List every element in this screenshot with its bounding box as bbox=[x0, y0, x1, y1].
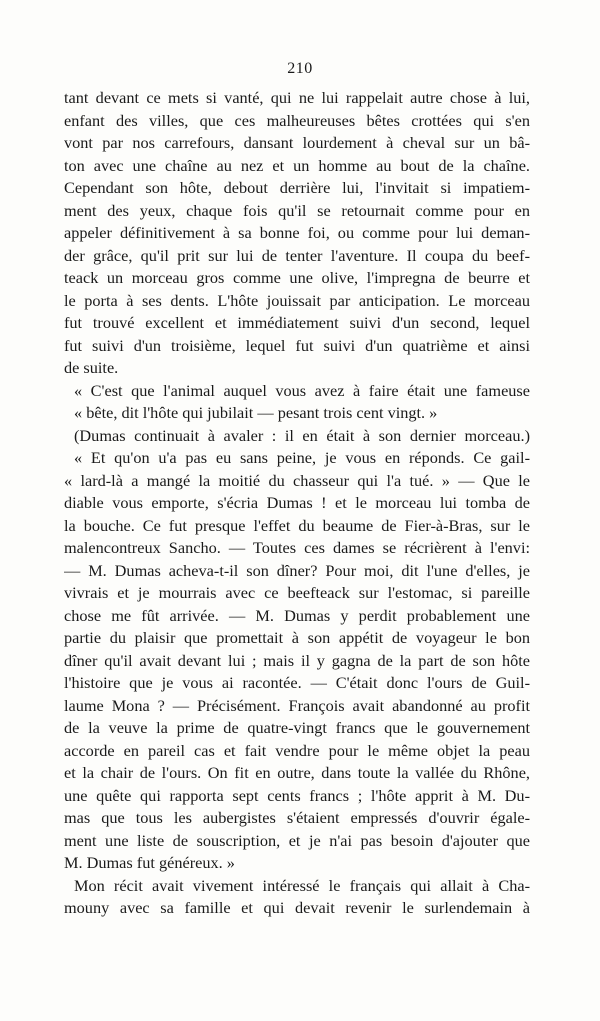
text-line: de la veuve la prime de quatre-vingt francs que le gouvernement bbox=[64, 718, 530, 737]
text-line: appeler définitivement à sa bonne foi, ou comme pour lui deman- bbox=[64, 223, 530, 242]
text-line: diable vous emporte, s'écria Dumas ! et le morceau lui tomba de bbox=[64, 493, 530, 512]
text-line: Mon récit avait vivement intéressé le français qui allait à Cha- bbox=[74, 875, 530, 895]
text-line: vivrais et je mourrais avec ce beefteack sur l'estomac, si pareille bbox=[64, 583, 530, 602]
text-line: fut suivi d'un troisième, lequel fut suivi d'un quatrième et ainsi bbox=[64, 335, 530, 355]
text-line: l'histoire que je vous ai racontée. — C'était donc l'ours de Guil- bbox=[64, 673, 530, 692]
text-line: le porta à ses dents. L'hôte jouissait par anticipation. Le morceau bbox=[64, 290, 530, 310]
page-number: 210 bbox=[287, 60, 313, 77]
text-line: et la chair de l'ours. On fit en outre, dans toute la vallée du Rhône, bbox=[64, 763, 530, 782]
text-line: « C'est que l'animal auquel vous avez à faire était une fameuse bbox=[74, 380, 530, 400]
text-line: de suite. bbox=[64, 358, 119, 377]
text-line: « Et qu'on u'a pas eu sans peine, je vous en réponds. Ce gail- bbox=[74, 448, 530, 467]
text-line: laume Mona ? — Précisément. François avait abandonné au profit bbox=[64, 695, 530, 715]
text-line: vont par nos carrefours, dansant lourdement à cheval sur un bâ- bbox=[64, 133, 530, 152]
text-line: enfant des villes, que ces malheureuses bêtes crottées qui s'en bbox=[64, 110, 530, 130]
text-line: der grâce, qu'il prit sur lui de tenter l'aventure. Il coupa du beef- bbox=[64, 245, 530, 265]
text-line: ment des yeux, chaque fois qu'il se retournait comme pour en bbox=[64, 200, 530, 220]
text-line: mouny avec sa famille et qui devait revenir le surlendemain à bbox=[64, 898, 530, 917]
text-line: accorde en pareil cas et fait vendre pour le même objet la peau bbox=[64, 740, 530, 760]
text-line: la bouche. Ce fut presque l'effet du beaume de Fier-à-Bras, sur le bbox=[64, 515, 530, 535]
body-text bbox=[64, 87, 530, 920]
text-line: — M. Dumas acheva-t-il son dîner? Pour moi, dit l'une d'elles, je bbox=[64, 560, 530, 580]
text-line: chose me fût arrivée. — M. Dumas y perdit probablement une bbox=[64, 605, 530, 625]
text-line: ton avec une chaîne au nez et un homme au bout de la chaîne. bbox=[64, 155, 530, 175]
text-line: Cependant son hôte, debout derrière lui, l'invitait si impatiem- bbox=[64, 178, 530, 197]
text-line: fut trouvé excellent et immédiatement suivi d'un second, lequel bbox=[64, 313, 530, 332]
text-line: dîner qu'il avait devant lui ; mais il y gagna de la part de son hôte bbox=[64, 650, 530, 670]
text-line: ment une liste de souscription, et je n'ai pas besoin d'ajouter que bbox=[64, 830, 530, 850]
text-line: (Dumas continuait à avaler : il en était à son dernier morceau.) bbox=[74, 425, 530, 445]
text-line: « lard-là a mangé la moitié du chasseur qui l'a tué. » — Que le bbox=[64, 470, 530, 490]
text-line: tant devant ce mets si vanté, qui ne lui rappelait autre chose à lui, bbox=[64, 88, 530, 107]
text-line: une quête qui rapporta sept cents francs ; l'hôte apprit à M. Du- bbox=[64, 785, 530, 805]
text-line: malencontreux Sancho. — Toutes ces dames se récrièrent à l'envi: bbox=[64, 538, 530, 557]
text-line: mas que tous les aubergistes s'étaient empressés d'ouvrir égale- bbox=[64, 808, 530, 827]
text-line: teack un morceau gros comme une olive, l'impregna de beurre et bbox=[64, 268, 530, 287]
text-line: M. Dumas fut généreux. » bbox=[64, 853, 235, 872]
text-line: partie du plaisir que promettait à son appétit de voyageur le bon bbox=[64, 628, 530, 647]
text-line: « bête, dit l'hôte qui jubilait — pesant trois cent vingt. » bbox=[74, 403, 438, 422]
